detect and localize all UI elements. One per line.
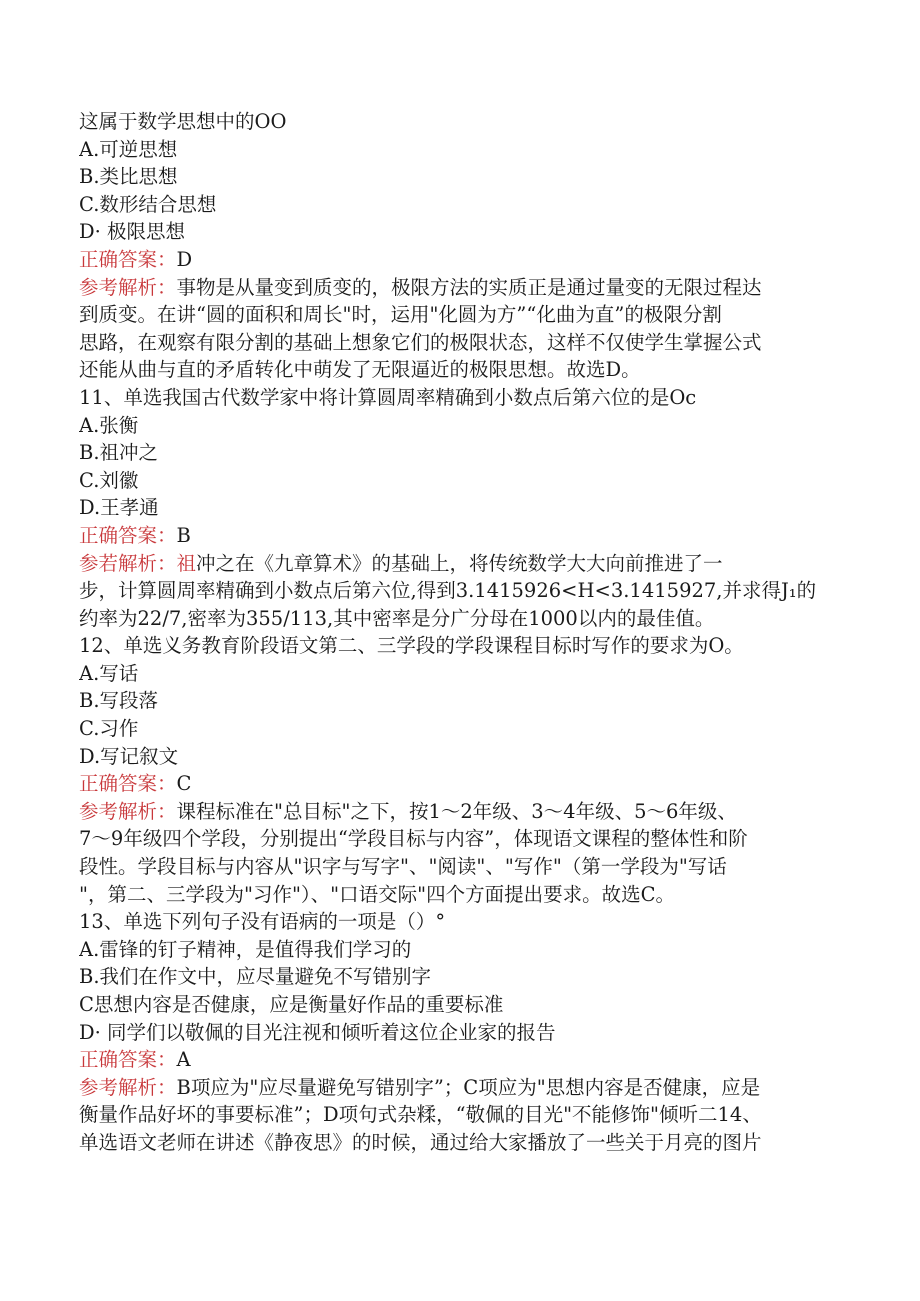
explanation-text: 段性。学段目标与内容从"识字与写字"、"阅读"、"写作"（第一学段为"写话	[79, 855, 727, 879]
question-stem: 这属于数学思想中的OO	[79, 110, 287, 133]
answer-value: A	[176, 1048, 191, 1072]
answer-label: 正确答案：	[79, 1048, 177, 1072]
explanation-line	[79, 274, 839, 302]
explanation-label: 参考解析：	[79, 1075, 177, 1099]
option-c: C.数形结合思想	[79, 192, 217, 216]
option-c: C.刘徽	[79, 468, 139, 492]
explanation-text: 约率为22/7,密率为355/113,其中密率是分广分母在1000以内的最佳值。	[79, 606, 715, 630]
explanation-label: 参考解析：	[79, 275, 177, 299]
explanation-text: 冲之在《九章算术》的基础上，将传统数学大大向前推进了一	[196, 551, 723, 575]
explanation-line	[79, 798, 839, 826]
option-a: A.写话	[79, 661, 139, 685]
option-d: D· 极限思想	[79, 220, 186, 244]
question-stem: 13、单选下列句子没有语病的一项是（）°	[79, 910, 446, 934]
explanation-label: 参考解析：	[79, 799, 177, 823]
answer-value: C	[176, 772, 192, 796]
explanation-line	[79, 550, 839, 578]
document-page	[79, 108, 839, 1157]
option-b: B.写段落	[79, 689, 159, 713]
explanation-text: 到质变。在讲“圆的面积和周长"时，运用"化圆为方”“化曲为直”的极限分割	[79, 303, 722, 327]
answer-label: 正确答案：	[79, 247, 177, 271]
answer-value: D	[176, 247, 193, 271]
explanation-text: 还能从曲与直的矛盾转化中萌发了无限逼近的极限思想。故选D。	[79, 358, 641, 382]
explanation-text: 步，计算圆周率精确到小数点后第六位,得到3.1415926<H<3.1415927,并求得J₁的	[79, 579, 817, 603]
explanation-text: 事物是从量变到质变的，极限方法的实质正是通过量变的无限过程达	[176, 275, 762, 299]
explanation-text: "，第二、三学段为"习作"）、"口语交际"四个方面提出要求。故选C。	[79, 882, 676, 906]
option-d: D.写记叙文	[79, 744, 179, 768]
question-stem: 12、单选义务教育阶段语文第二、三学段的学段课程目标时写作的要求为O。	[79, 634, 744, 658]
answer-value: B	[176, 523, 191, 547]
question-stem: 11、单选我国古代数学家中将计算圆周率精确到小数点后第六位的是Oc	[79, 385, 697, 409]
explanation-text: 7～9年级四个学段，分别提出“学段目标与内容”，体现语文课程的整体性和阶	[79, 827, 748, 851]
answer-line	[79, 522, 839, 550]
answer-label: 正确答案：	[79, 523, 177, 547]
option-d: D· 同学们以敬佩的目光注视和倾听着这位企业家的报告	[79, 1020, 556, 1044]
option-b: B.祖冲之	[79, 441, 159, 465]
explanation-text: 课程标准在"总目标"之下，按1～2年级、3～4年级、5～6年级、	[176, 799, 737, 823]
explanation-text: 单选语文老师在讲述《静夜思》的时候，通过给大家播放了一些关于月亮的图片	[79, 1130, 762, 1154]
option-c: C.习作	[79, 717, 139, 741]
option-a: A.雷锋的钉子精神，是值得我们学习的	[79, 937, 412, 961]
explanation-label: 参若解析：祖	[79, 551, 197, 575]
explanation-text: 思路，在观察有限分割的基础上想象它们的极限状态，这样不仅使学生掌握公式	[79, 330, 762, 354]
explanation-line	[79, 1074, 839, 1102]
option-a: A.可逆思想	[79, 137, 178, 161]
option-d: D.王孝通	[79, 496, 159, 520]
option-c: C思想内容是否健康，应是衡量好作品的重要标准	[79, 993, 504, 1016]
answer-line	[79, 770, 839, 798]
answer-line	[79, 246, 839, 274]
option-b: B.我们在作文中，应尽量避免不写错别字	[79, 965, 432, 989]
answer-line	[79, 1046, 839, 1074]
explanation-text: B项应为"应尽量避免写错别字”；C项应为"思想内容是否健康，应是	[176, 1075, 761, 1099]
explanation-text: 衡量作品好坏的事要标准”；D项句式杂糅，“敬佩的目光"不能修饰"倾听二14、	[79, 1103, 762, 1127]
answer-label: 正确答案：	[79, 772, 177, 796]
option-b: B.类比思想	[79, 165, 178, 189]
option-a: A.张衡	[79, 413, 139, 437]
